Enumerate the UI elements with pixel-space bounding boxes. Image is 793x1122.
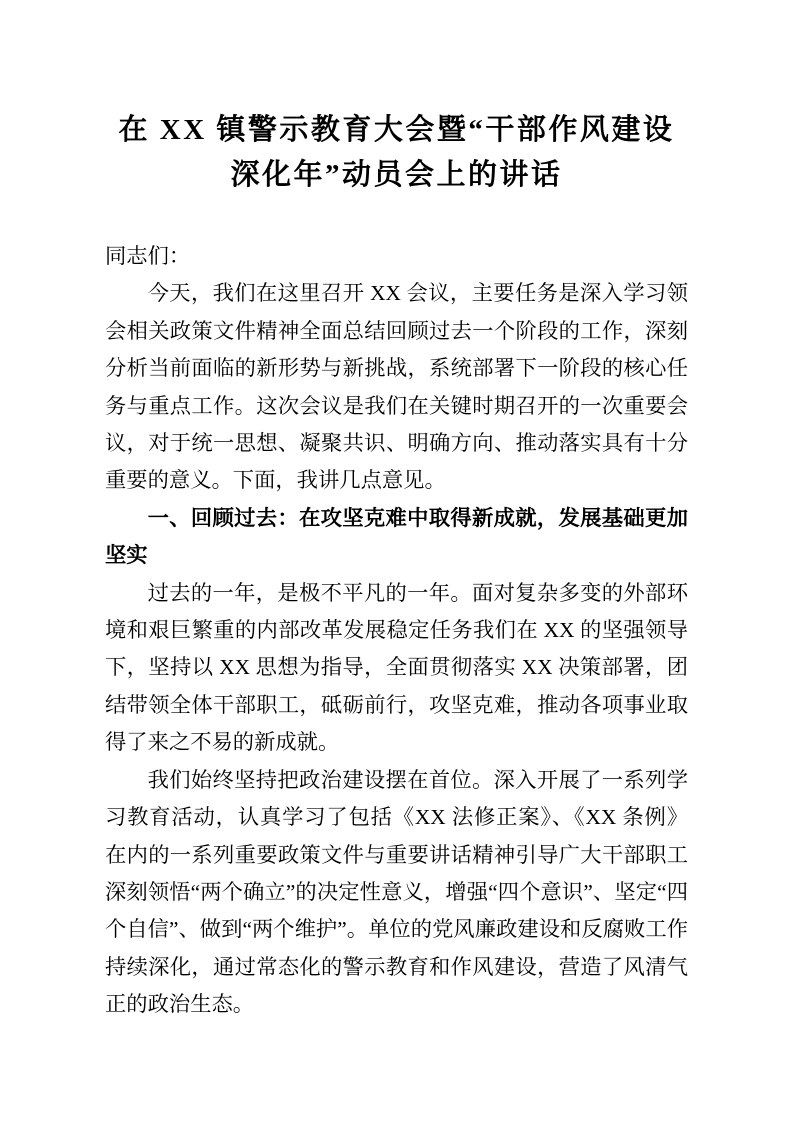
opening-paragraph: 今天，我们在这里召开 XX 会议，主要任务是深入学习领会相关政策文件精神全面总结回顾过去一个阶段的工作，深刻分析当前面临的新形势与新挑战，系统部署下一阶段的核心任务与重点工作。这次会议是我们在关键时期召开的一次重要会议，对于统一思想、凝聚共识、明确方向、推动落实具有十分重要的意义。下面，我讲几点意见。 — [105, 281, 688, 493]
section-one-paragraph-1: 过去的一年，是极不平凡的一年。面对复杂多变的外部环境和艰巨繁重的内部改革发展稳定任务我们在 XX 的坚强领导下，坚持以 XX 思想为指导，全面贯彻落实 XX 决策部署，团结带领全体干部职工，砥砺前行，攻坚克难，推动各项事业取得了来之不易的新成就。 — [105, 580, 688, 755]
section-one-heading: 一、回顾过去：在攻坚克难中取得新成就，发展基础更加坚实 — [105, 505, 688, 569]
section-one-paragraph-2: 我们始终坚持把政治建设摆在首位。深入开展了一系列学习教育活动，认真学习了包括《XX 法修正案》、《XX 条例》在内的一系列重要政策文件与重要讲话精神引导广大干部职工深刻领悟“两个确立”的决定性意义，增强“四个意识”、坚定“四个自信”、做到“两个维护”。单位的党风廉政建设和反腐败工作持续深化，通过常态化的警示教育和作风建设，营造了风清气正的政治生态。 — [105, 767, 688, 1017]
document-body — [105, 238, 688, 1024]
salutation: 同志们： — [105, 244, 191, 268]
document-title: 在 XX 镇警示教育大会暨“干部作风建设深化年”动员会上的讲话 — [118, 114, 675, 191]
